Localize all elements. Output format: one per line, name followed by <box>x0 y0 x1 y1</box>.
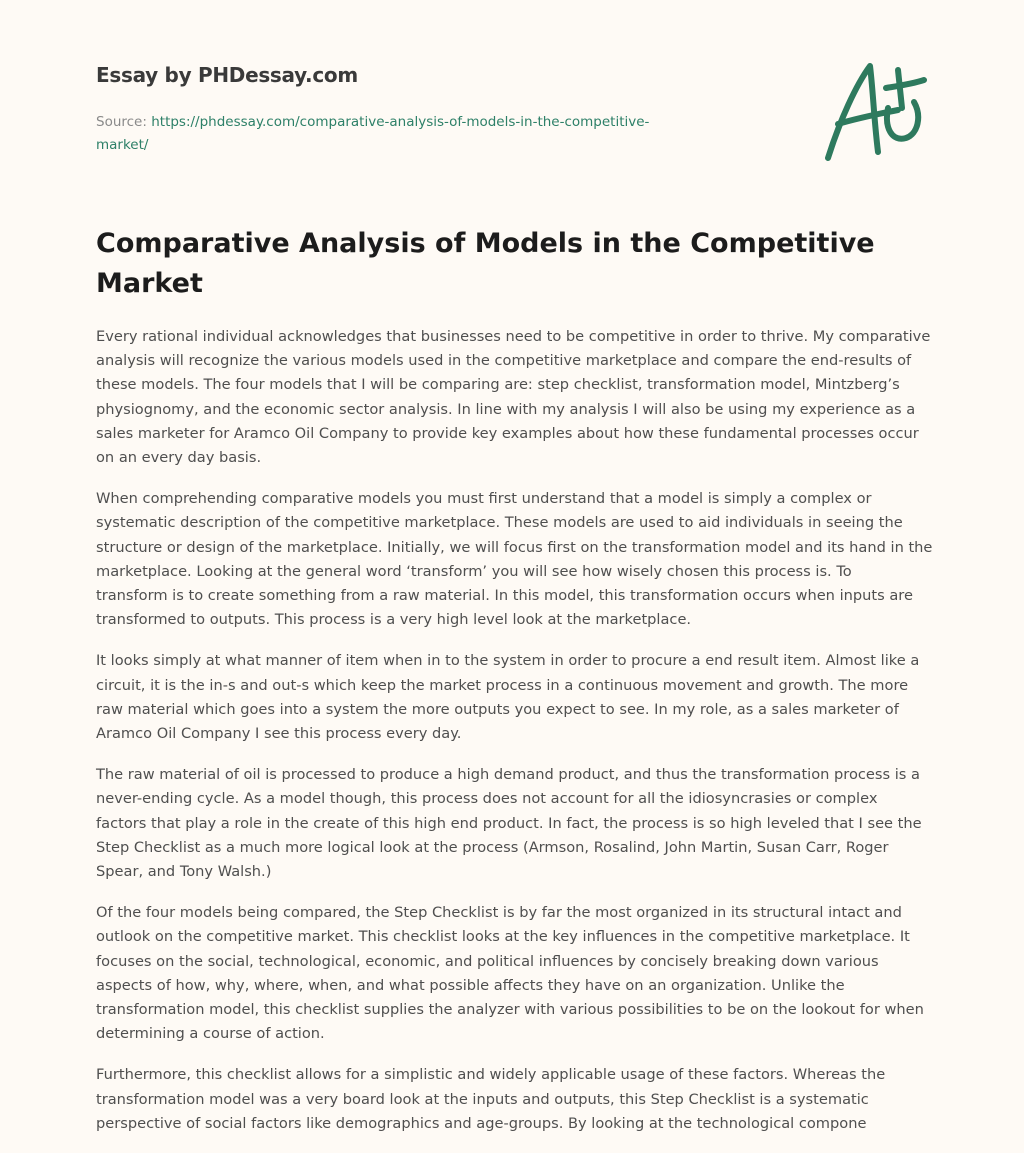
paragraph-line: When comprehending comparative models you must first understand that a model is simply a complex or <box>96 490 872 508</box>
paragraph-line: analysis will recognize the various models used in the competitive marketplace and compare the end-results of <box>96 352 912 370</box>
paragraph-line: Of the four models being compared, the Step Checklist is by far the most organized in its structural intact and <box>96 904 902 922</box>
paragraph-line: transformation model was a very board look at the inputs and outputs, this Step Checklist is a systematic <box>96 1090 869 1108</box>
paragraph-line: systematic description of the competitive marketplace. These models are used to aid individuals in seeing the <box>96 514 903 532</box>
title-line: Market <box>96 268 203 299</box>
paragraph-line: Every rational individual acknowledges that businesses need to be competitive in order to thrive. My comparative <box>96 328 931 345</box>
source-line <box>96 111 736 157</box>
paragraph <box>96 487 956 632</box>
paragraph-line: transformation model, this checklist supplies the analyzer with various possibilities to be on the lookout for when <box>96 1001 924 1019</box>
paragraph-line: these models. The four models that I will be comparing are: step checklist, transformation model, Mintzberg’s <box>96 376 900 394</box>
source-url-line-2: market/ <box>96 137 149 153</box>
paragraph <box>96 325 956 470</box>
paragraph-line: It looks simply at what manner of item when in to the system in order to procure a end result item. Almost like a <box>96 652 920 670</box>
paragraph-line: never-ending cycle. As a model though, this process does not account for all the idiosyncrasies or complex <box>96 790 878 808</box>
paragraph <box>96 1063 956 1136</box>
site-title: Essay by PHDessay.com <box>96 63 358 87</box>
paragraph-line: structure or design of the marketplace. Initially, we will focus first on the transformation model and its hand in the <box>96 538 933 556</box>
paragraph <box>96 649 956 746</box>
paragraph-line: factors that play a role in the create of this high end product. In fact, the process is so high leveled that I see the <box>96 814 922 832</box>
paragraph-line: outlook on the competitive market. This checklist looks at the key influences in the competitive marketplace. It <box>96 928 910 946</box>
paragraph-line: physiognomy, and the economic sector analysis. In line with my analysis I will also be using my experience as a <box>96 400 916 418</box>
paragraph-line: transformed to outputs. This process is a very high level look at the marketplace. <box>96 611 692 629</box>
paragraph-line: focuses on the social, technological, economic, and political influences by concisely breaking down various <box>96 952 879 970</box>
paragraph-line: The raw material of oil is processed to produce a high demand product, and thus the transformation process is a <box>96 766 920 784</box>
source-url-line-1: https://phdessay.com/comparative-analysis-of-models-in-the-competitive- <box>151 114 650 130</box>
source-link[interactable] <box>96 114 649 153</box>
paragraph-line: determining a course of action. <box>96 1025 325 1043</box>
paragraph-line: aspects of how, why, where, when, and what possible affects they have on an organization. Unlike the <box>96 976 845 994</box>
paragraph-line: sales marketer for Aramco Oil Company to provide key examples about how these fundamental processes occur <box>96 424 919 442</box>
paragraph-line: on an every day basis. <box>96 449 262 467</box>
title-line: Comparative Analysis of Models in the Competitive <box>96 228 875 259</box>
article-body <box>96 325 956 1153</box>
paragraph <box>96 901 956 1046</box>
paragraph-line: Furthermore, this checklist allows for a simplistic and widely applicable usage of these factors. Whereas the <box>96 1066 886 1084</box>
source-label: Source: <box>96 114 147 130</box>
paragraph-line: raw material which goes into a system the more outputs you expect to see. In my role, as a sales marketer of <box>96 700 899 718</box>
paragraph-line: Spear, and Tony Walsh.) <box>96 863 272 881</box>
paragraph-line: Aramco Oil Company I see this process every day. <box>96 725 462 743</box>
paragraph-line: perspective of social factors like demographics and age-groups. By looking at the technological compone <box>96 1114 867 1132</box>
paragraph-line: circuit, it is the in-s and out-s which keep the market process in a continuous movement and growth. The more <box>96 676 909 694</box>
paragraph <box>96 763 956 884</box>
paragraph-line: marketplace. Looking at the general word ‘transform’ you will see how wisely chosen this process is. To <box>96 562 852 580</box>
a-plus-logo <box>818 50 933 165</box>
article-title <box>96 224 936 304</box>
paragraph-line: Step Checklist as a much more logical look at the process (Armson, Rosalind, John Martin, Susan Carr, Roger <box>96 838 889 856</box>
paragraph-line: transform is to create something from a raw material. In this model, this transformation occurs when inputs are <box>96 587 913 605</box>
